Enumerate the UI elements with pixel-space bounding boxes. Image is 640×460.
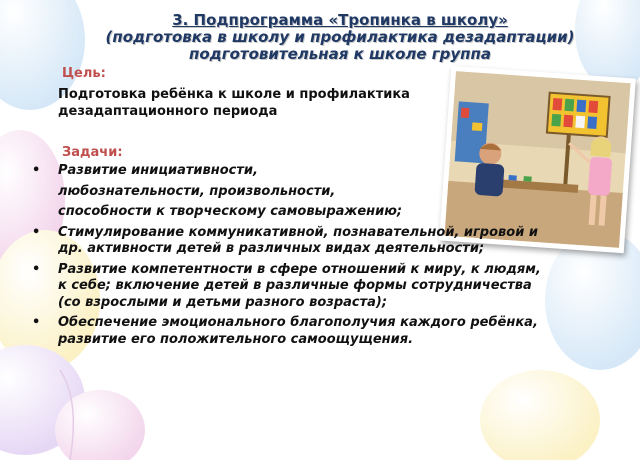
task-item xyxy=(30,225,600,258)
task-line: (со взрослыми и детьми разного возраста); xyxy=(58,294,388,310)
bullet-icon: • xyxy=(32,163,41,178)
task-line: к себе; включение детей в различные формы сотрудничества xyxy=(58,278,532,293)
bullet-icon: • xyxy=(32,224,41,240)
tasks-list xyxy=(30,163,600,352)
task-item xyxy=(30,262,600,312)
goal-text xyxy=(58,86,458,120)
task-line: любознательности, произвольности, xyxy=(58,183,336,199)
goal-label: Цель: xyxy=(62,66,106,81)
task-line: Развитие компетентности в сфере отношений к миру, к людям, xyxy=(58,261,541,277)
title-line-1: 3. Подпрограмма «Тропинка в школу» xyxy=(172,11,508,29)
tasks-label: Задачи: xyxy=(62,145,123,160)
task-line: Развитие инициативности, xyxy=(58,163,258,178)
task-line: др. активности детей в различных видах деятельности; xyxy=(58,241,485,256)
slide-title xyxy=(60,12,620,63)
title-line-3: подготовительная к школе группа xyxy=(188,45,491,63)
task-line: развитие его положительного самоощущения. xyxy=(58,331,414,347)
task-item xyxy=(30,315,600,348)
goal-line-1: Подготовка ребёнка к школе и профилактика xyxy=(58,87,410,102)
balloon-yellow-right-bottom xyxy=(480,370,600,460)
goal-line-2: дезадаптационного периода xyxy=(58,104,278,119)
title-line-2: (подготовка в школу и профилактика дезадаптации) xyxy=(105,28,575,46)
task-line: способности к творческому самовыражению; xyxy=(58,204,403,219)
task-line: Стимулирование коммуникативной, познавательной, игровой и xyxy=(58,224,538,240)
bullet-icon: • xyxy=(32,315,41,330)
task-item xyxy=(30,163,600,221)
bullet-icon: • xyxy=(32,261,41,277)
task-line: Обеспечение эмоционального благополучия каждого ребёнка, xyxy=(58,315,538,330)
